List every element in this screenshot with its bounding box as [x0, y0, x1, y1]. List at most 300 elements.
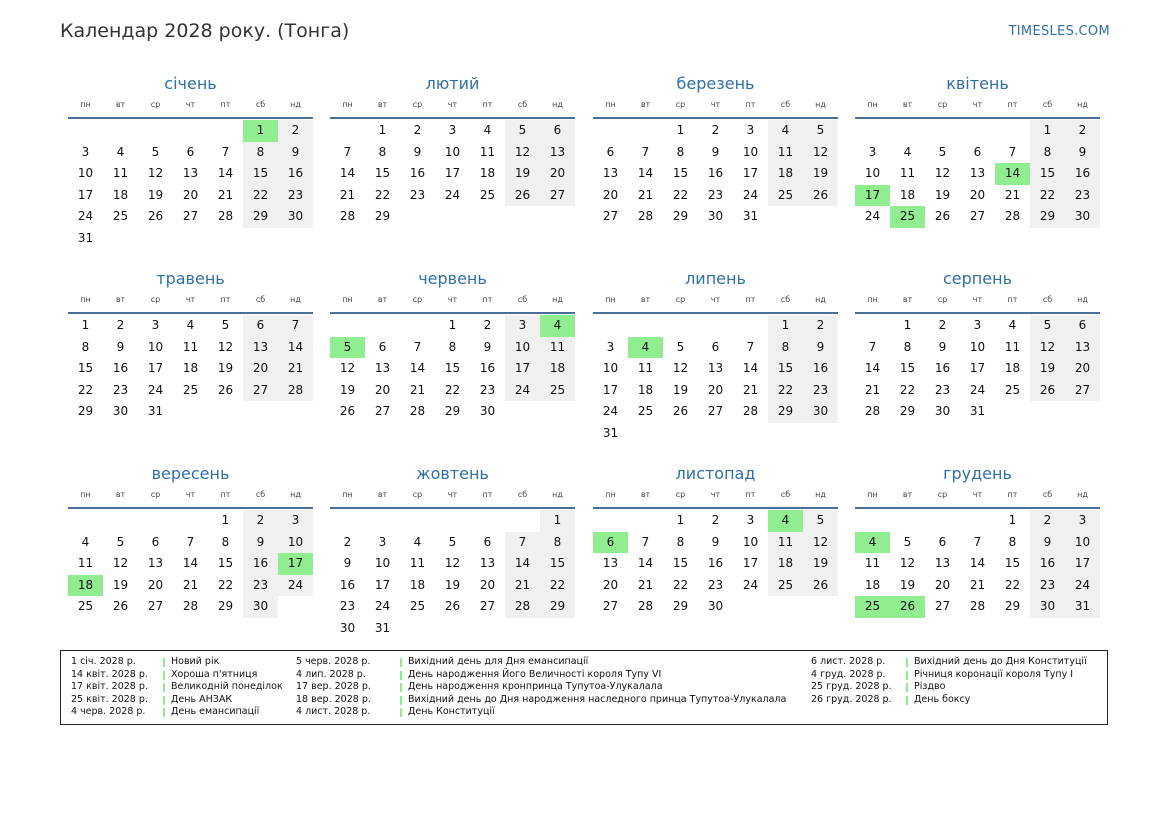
- weekday-label: ср: [675, 295, 686, 304]
- day-cell: 2: [711, 123, 720, 137]
- day-cell: 7: [343, 144, 352, 159]
- day-cell: 3: [81, 144, 90, 159]
- weekday-label: ср: [937, 100, 948, 109]
- day-cell: 6: [973, 144, 982, 159]
- day-grid: [330, 510, 575, 646]
- day-cell: 11: [540, 337, 575, 359]
- weekday-label: вт: [902, 100, 913, 109]
- day-cell: 13: [707, 361, 724, 375]
- day-cell: 25: [890, 206, 925, 228]
- weekday-label: пн: [867, 100, 878, 109]
- day-cell: 16: [934, 361, 951, 375]
- day-cell: 10: [505, 337, 540, 359]
- day-cell: 12: [803, 532, 838, 554]
- day-cell: 12: [217, 339, 234, 354]
- day-cell: 20: [540, 163, 575, 185]
- day-cell: 9: [278, 142, 313, 164]
- day-cell: 18: [68, 575, 103, 597]
- day-cell: 14: [409, 361, 426, 375]
- day-cell: 1: [676, 123, 685, 137]
- day-cell: 19: [934, 187, 951, 202]
- day-cell: 20: [602, 187, 619, 202]
- day-cell: 14: [864, 361, 881, 375]
- day-cell: 1: [243, 120, 278, 142]
- day-cell: 28: [505, 596, 540, 618]
- day-cell: 23: [243, 575, 278, 597]
- day-cell: 21: [742, 382, 759, 397]
- day-cell: 14: [217, 166, 234, 180]
- day-cell: 21: [409, 382, 426, 397]
- day-cell: 23: [934, 382, 951, 397]
- day-cell: 7: [868, 339, 877, 354]
- day-cell: 31: [374, 620, 391, 635]
- day-cell: 24: [444, 187, 461, 202]
- day-cell: 25: [479, 187, 496, 202]
- day-cell: 11: [112, 166, 129, 180]
- day-cell: 29: [899, 404, 916, 418]
- day-cell: 13: [243, 337, 278, 359]
- day-cell: 8: [903, 339, 912, 354]
- month-name: червень: [418, 269, 487, 288]
- day-cell: 9: [938, 339, 947, 354]
- site-link[interactable]: TIMESLES.COM: [1008, 24, 1110, 39]
- day-cell: 27: [374, 404, 391, 418]
- weekday-label: пн: [80, 295, 91, 304]
- weekday-label: пт: [482, 295, 493, 304]
- day-cell: 18: [768, 553, 803, 575]
- day-cell: 28: [1004, 209, 1021, 223]
- weekday-label: нд: [1077, 490, 1088, 499]
- day-grid: [330, 120, 575, 256]
- day-cell: 10: [742, 144, 759, 159]
- day-cell: 28: [339, 209, 356, 223]
- day-cell: 20: [969, 187, 986, 202]
- day-cell: 18: [899, 187, 916, 202]
- day-cell: 4: [483, 123, 492, 137]
- holiday-name: День народження кронпринца Тупутоа-Улукалала: [408, 681, 663, 692]
- weekday-header: [593, 490, 838, 504]
- day-cell: 14: [339, 166, 356, 180]
- day-cell: 10: [374, 556, 391, 570]
- day-cell: 4: [540, 315, 575, 337]
- divider: [330, 117, 575, 119]
- day-cell: 31: [77, 230, 94, 245]
- day-cell: 5: [116, 534, 125, 549]
- day-cell: 27: [479, 599, 496, 613]
- day-cell: 31: [602, 425, 619, 440]
- day-cell: 20: [182, 187, 199, 202]
- day-cell: 16: [1030, 553, 1065, 575]
- day-cell: 29: [672, 209, 689, 223]
- day-cell: 17: [742, 556, 759, 570]
- day-cell: 3: [1065, 510, 1100, 532]
- day-cell: 4: [903, 144, 912, 159]
- weekday-label: ср: [675, 490, 686, 499]
- day-cell: 29: [1004, 599, 1021, 613]
- day-cell: 10: [278, 532, 313, 554]
- day-cell: 2: [711, 513, 720, 527]
- holiday-name: Хороша п'ятниця: [171, 668, 258, 680]
- holiday-name: Вихідний день до Дня Конституції: [914, 656, 1087, 667]
- day-cell: 20: [374, 382, 391, 397]
- day-cell: 2: [413, 123, 422, 137]
- day-cell: 29: [444, 404, 461, 418]
- day-grid: [68, 120, 313, 256]
- day-cell: 13: [969, 166, 986, 180]
- day-cell: 30: [479, 404, 496, 418]
- day-cell: 29: [217, 599, 234, 613]
- day-cell: 16: [278, 163, 313, 185]
- day-cell: 13: [182, 166, 199, 180]
- month-name: липень: [685, 269, 746, 288]
- day-cell: 12: [934, 166, 951, 180]
- month-name: лютий: [425, 74, 480, 93]
- weekday-label: сб: [1042, 295, 1053, 304]
- day-cell: 14: [969, 556, 986, 570]
- day-cell: 12: [803, 142, 838, 164]
- weekday-label: чт: [710, 295, 721, 304]
- holiday-date: 26 груд. 2028 р.: [811, 693, 892, 705]
- day-cell: 8: [1008, 534, 1017, 549]
- day-cell: 1: [676, 513, 685, 527]
- day-cell: 21: [217, 187, 234, 202]
- month-3: [593, 74, 838, 256]
- month-4: [855, 74, 1100, 256]
- day-cell: 11: [768, 532, 803, 554]
- day-cell: 29: [243, 206, 278, 228]
- day-cell: 24: [969, 382, 986, 397]
- day-cell: 1: [221, 513, 230, 527]
- month-10: [330, 464, 575, 646]
- divider: [330, 312, 575, 314]
- day-cell: 26: [112, 599, 129, 613]
- weekday-label: пт: [220, 295, 231, 304]
- day-cell: 21: [864, 382, 881, 397]
- day-cell: 31: [742, 209, 759, 223]
- holiday-legend: [60, 650, 1108, 725]
- day-cell: 6: [243, 315, 278, 337]
- weekday-label: сб: [517, 490, 528, 499]
- day-cell: 23: [1065, 185, 1100, 207]
- day-cell: 5: [676, 339, 685, 354]
- divider: [855, 312, 1100, 314]
- month-name: березень: [676, 74, 755, 93]
- weekday-header: [68, 100, 313, 114]
- day-cell: 26: [147, 209, 164, 223]
- day-cell: 4: [186, 318, 195, 332]
- day-cell: 17: [602, 382, 619, 397]
- holiday-name: Різдво: [914, 681, 946, 692]
- month-7: [593, 269, 838, 451]
- weekday-label: вт: [902, 295, 913, 304]
- weekday-label: нд: [815, 490, 826, 499]
- day-cell: 10: [444, 144, 461, 159]
- holiday-date: 18 вер. 2028 р.: [296, 693, 371, 705]
- holiday-name: Новий рік: [171, 656, 220, 667]
- day-cell: 26: [217, 382, 234, 397]
- day-cell: 12: [112, 556, 129, 570]
- day-cell: 15: [243, 163, 278, 185]
- weekday-label: пт: [1007, 100, 1018, 109]
- holiday-marker: [400, 696, 402, 705]
- day-cell: 25: [182, 382, 199, 397]
- day-cell: 2: [116, 318, 125, 332]
- day-cell: 31: [969, 404, 986, 418]
- holiday-date: 17 вер. 2028 р.: [296, 681, 371, 692]
- day-cell: 1: [903, 318, 912, 332]
- day-cell: 12: [1030, 337, 1065, 359]
- month-name: грудень: [943, 464, 1012, 483]
- month-name: жовтень: [416, 464, 489, 483]
- weekday-label: сб: [255, 490, 266, 499]
- day-cell: 23: [278, 185, 313, 207]
- day-cell: 28: [182, 599, 199, 613]
- day-cell: 7: [973, 534, 982, 549]
- month-2: [330, 74, 575, 256]
- weekday-label: чт: [972, 295, 983, 304]
- day-cell: 16: [1065, 163, 1100, 185]
- weekday-label: нд: [290, 295, 301, 304]
- day-cell: 13: [147, 556, 164, 570]
- day-cell: 7: [505, 532, 540, 554]
- divider: [855, 507, 1100, 509]
- day-cell: 16: [243, 553, 278, 575]
- day-cell: 15: [217, 556, 234, 570]
- day-cell: 2: [343, 534, 352, 549]
- day-cell: 8: [221, 534, 230, 549]
- day-cell: 5: [803, 510, 838, 532]
- weekday-header: [330, 100, 575, 114]
- day-cell: 25: [112, 209, 129, 223]
- weekday-label: ср: [675, 100, 686, 109]
- day-cell: 3: [746, 513, 755, 527]
- weekday-label: нд: [290, 100, 301, 109]
- weekday-label: пн: [867, 295, 878, 304]
- day-cell: 6: [606, 144, 615, 159]
- day-cell: 10: [1065, 532, 1100, 554]
- day-cell: 20: [934, 577, 951, 592]
- weekday-label: чт: [710, 490, 721, 499]
- day-cell: 29: [1030, 206, 1065, 228]
- holiday-name: Великодній понеділок: [171, 681, 283, 692]
- holiday-name: Вихідний день для Дня емансипації: [408, 656, 589, 667]
- weekday-label: пн: [605, 100, 616, 109]
- day-cell: 17: [969, 361, 986, 375]
- day-cell: 28: [637, 599, 654, 613]
- day-cell: 23: [803, 380, 838, 402]
- day-cell: 26: [444, 599, 461, 613]
- weekday-label: нд: [552, 295, 563, 304]
- weekday-header: [330, 295, 575, 309]
- day-grid: [855, 315, 1100, 451]
- day-cell: 8: [1030, 142, 1065, 164]
- day-cell: 26: [672, 404, 689, 418]
- day-cell: 1: [1030, 120, 1065, 142]
- day-cell: 22: [540, 575, 575, 597]
- day-cell: 20: [243, 358, 278, 380]
- day-cell: 30: [339, 620, 356, 635]
- day-cell: 5: [1030, 315, 1065, 337]
- day-cell: 2: [243, 510, 278, 532]
- day-cell: 29: [374, 209, 391, 223]
- weekday-label: пн: [80, 490, 91, 499]
- holiday-marker: [400, 658, 402, 667]
- day-cell: 6: [540, 120, 575, 142]
- weekday-label: нд: [815, 100, 826, 109]
- holiday-name: День Конституції: [408, 706, 495, 717]
- day-cell: 16: [707, 556, 724, 570]
- day-cell: 14: [995, 163, 1030, 185]
- day-cell: 13: [479, 556, 496, 570]
- weekday-label: чт: [972, 490, 983, 499]
- holiday-marker: [906, 683, 908, 692]
- weekday-label: пт: [482, 490, 493, 499]
- day-cell: 24: [77, 209, 94, 223]
- day-cell: 20: [602, 577, 619, 592]
- day-cell: 14: [742, 361, 759, 375]
- day-cell: 11: [479, 144, 496, 159]
- month-5: [68, 269, 313, 451]
- day-cell: 16: [803, 358, 838, 380]
- day-cell: 14: [637, 166, 654, 180]
- day-cell: 9: [711, 534, 720, 549]
- day-cell: 19: [339, 382, 356, 397]
- holiday-date: 4 лип. 2028 р.: [296, 668, 366, 680]
- day-cell: 17: [742, 166, 759, 180]
- weekday-label: сб: [517, 295, 528, 304]
- day-cell: 12: [147, 166, 164, 180]
- holiday-name: День народження Його Величності короля Тупу VI: [408, 668, 662, 680]
- day-cell: 10: [147, 339, 164, 354]
- day-cell: 23: [707, 187, 724, 202]
- day-grid: [593, 315, 838, 451]
- day-cell: 3: [448, 123, 457, 137]
- day-cell: 9: [413, 144, 422, 159]
- holiday-name: День АНЗАК: [171, 693, 233, 705]
- day-cell: 4: [768, 120, 803, 142]
- day-cell: 22: [672, 577, 689, 592]
- day-cell: 11: [1004, 339, 1021, 354]
- month-6: [330, 269, 575, 451]
- day-cell: 2: [278, 120, 313, 142]
- day-cell: 30: [112, 404, 129, 418]
- holiday-date: 5 черв. 2028 р.: [296, 656, 371, 667]
- weekday-label: сб: [255, 295, 266, 304]
- day-cell: 9: [116, 339, 125, 354]
- day-cell: 3: [505, 315, 540, 337]
- weekday-label: пн: [342, 295, 353, 304]
- day-cell: 22: [1030, 185, 1065, 207]
- holiday-date: 4 груд. 2028 р.: [811, 668, 886, 680]
- weekday-label: чт: [185, 490, 196, 499]
- day-cell: 22: [217, 577, 234, 592]
- day-cell: 22: [77, 382, 94, 397]
- day-cell: 14: [505, 553, 540, 575]
- day-cell: 20: [147, 577, 164, 592]
- day-cell: 28: [742, 404, 759, 418]
- day-cell: 7: [746, 339, 755, 354]
- day-cell: 8: [676, 144, 685, 159]
- day-cell: 2: [1030, 510, 1065, 532]
- day-cell: 4: [628, 337, 663, 359]
- weekday-label: пт: [220, 490, 231, 499]
- month-name: листопад: [675, 464, 756, 483]
- holiday-date: 14 квіт. 2028 р.: [71, 668, 148, 680]
- day-cell: 25: [77, 599, 94, 613]
- day-cell: 19: [147, 187, 164, 202]
- day-cell: 27: [969, 209, 986, 223]
- day-cell: 8: [448, 339, 457, 354]
- weekday-label: вт: [640, 490, 651, 499]
- day-cell: 22: [672, 187, 689, 202]
- day-cell: 21: [1004, 187, 1021, 202]
- weekday-label: нд: [552, 490, 563, 499]
- holiday-date: 4 лист. 2028 р.: [296, 706, 371, 717]
- day-cell: 19: [217, 361, 234, 375]
- day-cell: 26: [339, 404, 356, 418]
- divider: [593, 117, 838, 119]
- weekday-label: ср: [937, 490, 948, 499]
- day-cell: 25: [768, 575, 803, 597]
- day-cell: 21: [969, 577, 986, 592]
- day-cell: 7: [278, 315, 313, 337]
- day-cell: 2: [938, 318, 947, 332]
- day-cell: 11: [182, 339, 199, 354]
- weekday-label: ср: [150, 100, 161, 109]
- day-cell: 3: [151, 318, 160, 332]
- day-cell: 25: [409, 599, 426, 613]
- day-cell: 5: [221, 318, 230, 332]
- day-cell: 19: [112, 577, 129, 592]
- day-cell: 16: [112, 361, 129, 375]
- day-grid: [855, 120, 1100, 256]
- holiday-marker: [163, 708, 165, 717]
- weekday-label: ср: [412, 490, 423, 499]
- day-cell: 23: [112, 382, 129, 397]
- day-cell: 27: [707, 404, 724, 418]
- day-cell: 6: [711, 339, 720, 354]
- day-cell: 12: [672, 361, 689, 375]
- weekday-label: чт: [185, 295, 196, 304]
- month-name: травень: [156, 269, 225, 288]
- day-cell: 24: [278, 575, 313, 597]
- day-cell: 17: [278, 553, 313, 575]
- day-cell: 15: [77, 361, 94, 375]
- weekday-header: [593, 100, 838, 114]
- day-cell: 18: [864, 577, 881, 592]
- weekday-label: нд: [815, 295, 826, 304]
- month-name: січень: [164, 74, 217, 93]
- day-cell: 30: [243, 596, 278, 618]
- weekday-label: вт: [377, 490, 388, 499]
- day-cell: 18: [540, 358, 575, 380]
- weekday-label: сб: [780, 490, 791, 499]
- weekday-label: вт: [377, 100, 388, 109]
- day-cell: 20: [479, 577, 496, 592]
- weekday-header: [855, 490, 1100, 504]
- weekday-label: пн: [605, 295, 616, 304]
- day-cell: 4: [116, 144, 125, 159]
- day-cell: 21: [637, 187, 654, 202]
- holiday-marker: [906, 671, 908, 680]
- day-cell: 26: [505, 185, 540, 207]
- day-cell: 1: [1008, 513, 1017, 527]
- day-cell: 18: [409, 577, 426, 592]
- day-cell: 24: [147, 382, 164, 397]
- day-cell: 15: [444, 361, 461, 375]
- day-cell: 15: [540, 553, 575, 575]
- day-cell: 20: [1065, 358, 1100, 380]
